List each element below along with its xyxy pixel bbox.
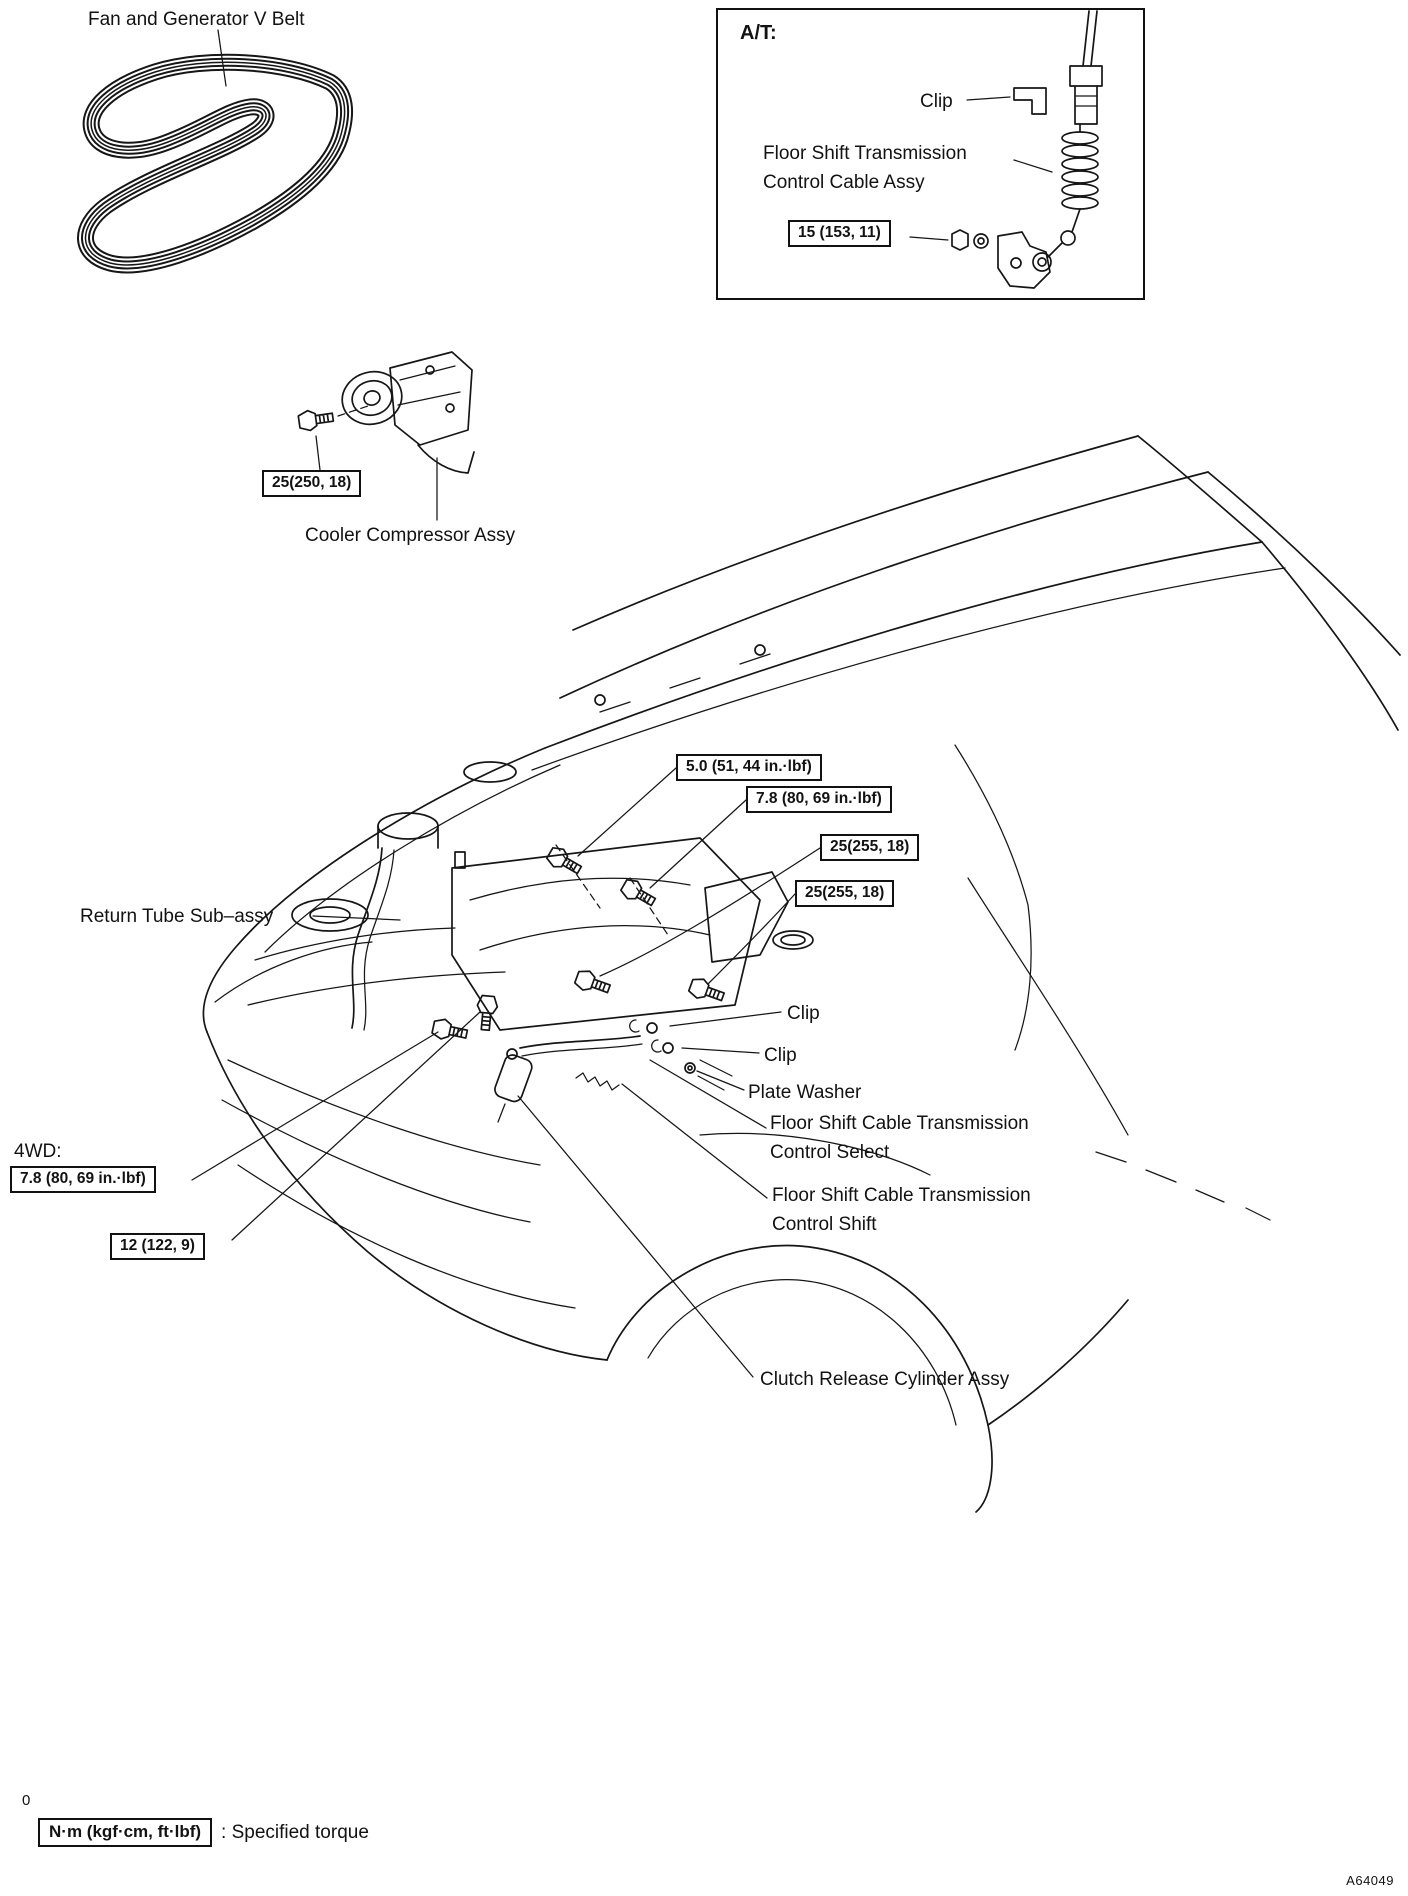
floor-shift-shift-line1: Floor Shift Cable Transmission	[772, 1185, 1031, 1206]
floor-shift-select-label	[770, 1110, 1029, 1167]
fourwd-label: 4WD:	[14, 1141, 62, 1162]
inset-clip-label: Clip	[920, 91, 953, 112]
fan-belt-label: Fan and Generator V Belt	[88, 9, 305, 30]
bolt-icon	[573, 968, 612, 998]
inset-cable-label-line1: Floor Shift Transmission	[763, 143, 967, 164]
torque-box-5nm: 5.0 (51, 44 in.·lbf)	[676, 754, 822, 781]
torque-legend	[38, 1818, 369, 1847]
floor-shift-shift-label	[772, 1182, 1031, 1239]
bolt-icon	[619, 876, 658, 910]
compressor-bolt-icon	[298, 407, 334, 432]
cooler-compressor-label: Cooler Compressor Assy	[305, 525, 516, 546]
at-inset-title: A/T:	[740, 22, 777, 44]
at-inset-frame	[716, 8, 1145, 300]
torque-box-inset: 15 (153, 11)	[788, 220, 891, 247]
torque-box-7nm: 7.8 (80, 69 in.·lbf)	[746, 786, 892, 813]
clip-label-b: Clip	[764, 1045, 797, 1066]
torque-box-25nm-b: 25(255, 18)	[795, 880, 894, 907]
figure-code: A64049	[1346, 1873, 1394, 1888]
v-belt-drawing	[85, 30, 344, 265]
torque-legend-symbol: N·m (kgf·cm, ft·lbf)	[38, 1818, 212, 1847]
torque-legend-text: : Specified torque	[221, 1821, 369, 1843]
floor-shift-select-line1: Floor Shift Cable Transmission	[770, 1113, 1029, 1134]
plate-washer-label: Plate Washer	[748, 1082, 862, 1103]
car-body-outline	[203, 436, 1400, 1512]
torque-box-12nm: 12 (122, 9)	[110, 1233, 205, 1260]
clip-label-a: Clip	[787, 1003, 820, 1024]
stray-mark: 0	[22, 1792, 31, 1809]
floor-shift-shift-line2: Control Shift	[772, 1213, 877, 1235]
return-tube-label: Return Tube Sub–assy	[80, 906, 274, 927]
inset-cable-label-line2: Control Cable Assy	[763, 171, 925, 193]
clutch-release-label: Clutch Release Cylinder Assy	[760, 1369, 1010, 1390]
bolt-icon	[545, 844, 584, 878]
torque-box-compressor: 25(250, 18)	[262, 470, 361, 497]
torque-box-4wd: 7.8 (80, 69 in.·lbf)	[10, 1166, 156, 1193]
torque-box-25nm-a: 25(255, 18)	[820, 834, 919, 861]
bolt-icon	[687, 976, 726, 1006]
floor-shift-select-line2: Control Select	[770, 1141, 890, 1163]
